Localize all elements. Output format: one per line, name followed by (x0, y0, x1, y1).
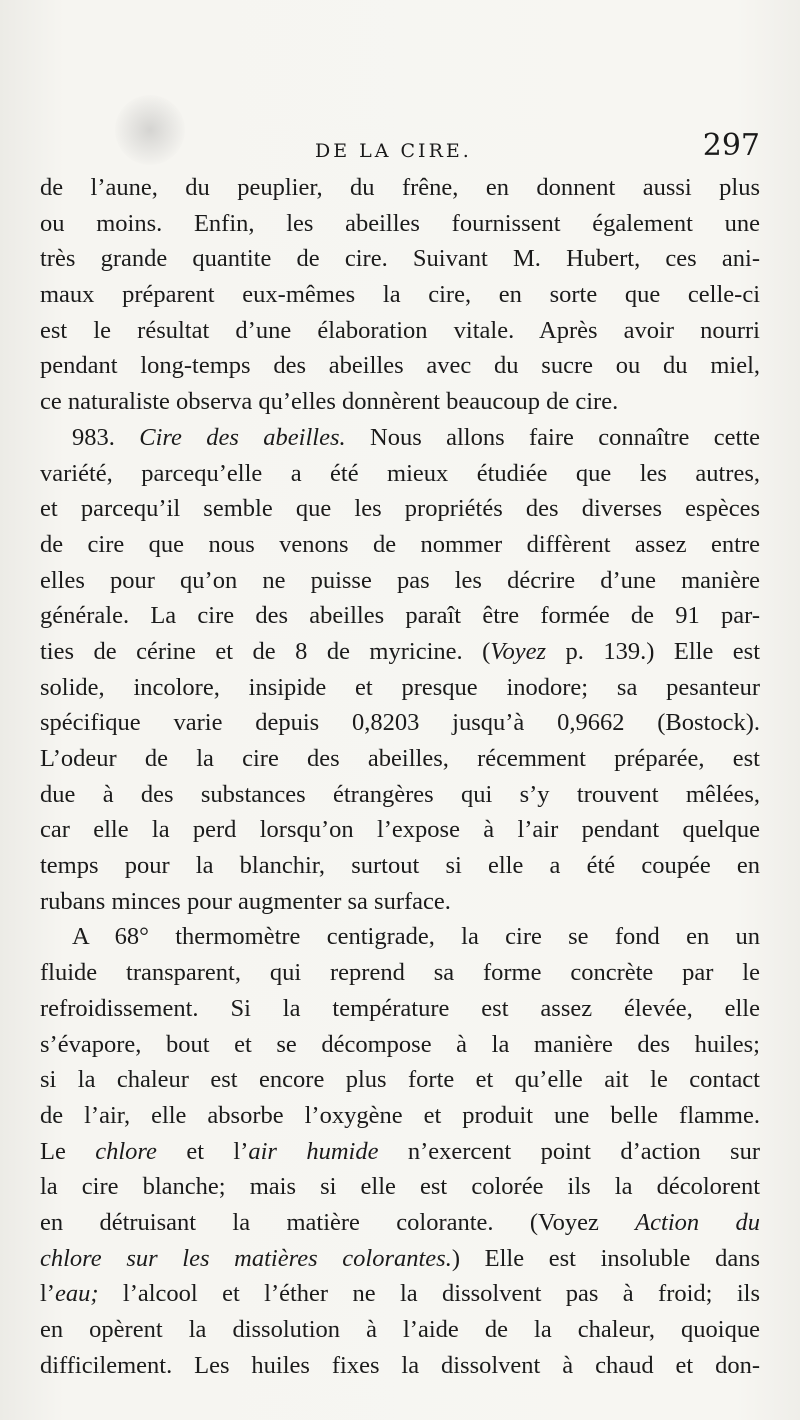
text-line: pendant long-temps des abeilles avec du sucre ou du miel, (40, 352, 760, 380)
text-line: ce naturaliste observa qu’elles donnèrent beaucoup de cire. (40, 388, 619, 416)
text-line: difficilement. Les huiles fixes la dissolvent à chaud et don- (40, 1351, 760, 1379)
text-line: en détruisant la matière colorante. (Voyez Action du (40, 1208, 760, 1236)
text-line: spécifique varie depuis 0,8203 jusqu’à 0,9662 (Bostock). (40, 709, 760, 737)
text-line: due à des substances étrangères qui s’y trouvent mêlées, (40, 780, 760, 808)
text-line: car elle la perd lorsqu’on l’expose à l’air pendant quelque (40, 816, 760, 844)
text-line: L’odeur de la cire des abeilles, récemment préparée, est (40, 745, 760, 772)
text-line: la cire blanche; mais si elle est colorée ils la décolorent (40, 1173, 760, 1201)
section-title: Cire des abeilles. (139, 423, 346, 451)
text-line: ties de cérine et de 8 de myricine. (Voyez p. 139.) Elle est (40, 637, 760, 665)
text-line: fluide transparent, qui reprend sa forme concrète par le (40, 959, 760, 987)
text-line: de l’aune, du peuplier, du frêne, en donnent aussi plus (40, 174, 760, 201)
text-line: de cire que nous venons de nommer diffèrent assez entre (40, 530, 760, 558)
running-title: DE LA CIRE. (315, 140, 472, 162)
section-heading-line: 983. Cire des abeilles. Nous allons faire connaître cette (72, 423, 760, 451)
text-line: ou moins. Enfin, les abeilles fournissent également une (40, 209, 760, 237)
text-line: et parcequ’il semble que les propriétés des diverses espèces (40, 495, 760, 523)
text-line: s’évapore, bout et se décompose à la manière des huiles; (40, 1030, 760, 1058)
text-line: A 68° thermomètre centigrade, la cire se fond en un (72, 923, 760, 951)
text-line: chlore sur les matières colorantes.) Elle est insoluble dans (40, 1244, 760, 1272)
text-line: Le chlore et l’air humide n’exercent point d’action sur (40, 1137, 760, 1165)
section-number: 983. (72, 423, 140, 451)
text-line: temps pour la blanchir, surtout si elle a été coupée en (40, 852, 760, 880)
text-line: maux préparent eux-mêmes la cire, en sorte que celle-ci (40, 281, 760, 309)
page-number: 297 (702, 128, 760, 163)
text-line: solide, incolore, insipide et presque inodore; sa pesanteur (40, 673, 760, 701)
text-line: très grande quantite de cire. Suivant M. Hubert, ces ani- (40, 245, 760, 273)
text-line: elles pour qu’on ne puisse pas les décrire d’une manière (40, 566, 760, 594)
text-line: refroidissement. Si la température est assez élevée, elle (40, 994, 760, 1022)
text-line: si la chaleur est encore plus forte et qu’elle ait le contact (40, 1066, 760, 1094)
text-line: générale. La cire des abeilles paraît être formée de 91 par- (40, 602, 760, 630)
text-line: est le résultat d’une élaboration vitale. Après avoir nourri (40, 316, 760, 344)
text-line: rubans minces pour augmenter sa surface. (40, 887, 451, 915)
text-line: variété, parcequ’elle a été mieux étudiée que les autres, (40, 459, 760, 487)
body-text (40, 170, 760, 1383)
text-line: de l’air, elle absorbe l’oxygène et produit une belle flamme. (40, 1101, 760, 1129)
text-line: l’eau; l’alcool et l’éther ne la dissolvent pas à froid; ils (40, 1280, 760, 1308)
text-line: en opèrent la dissolution à l’aide de la chaleur, quoique (40, 1316, 760, 1343)
